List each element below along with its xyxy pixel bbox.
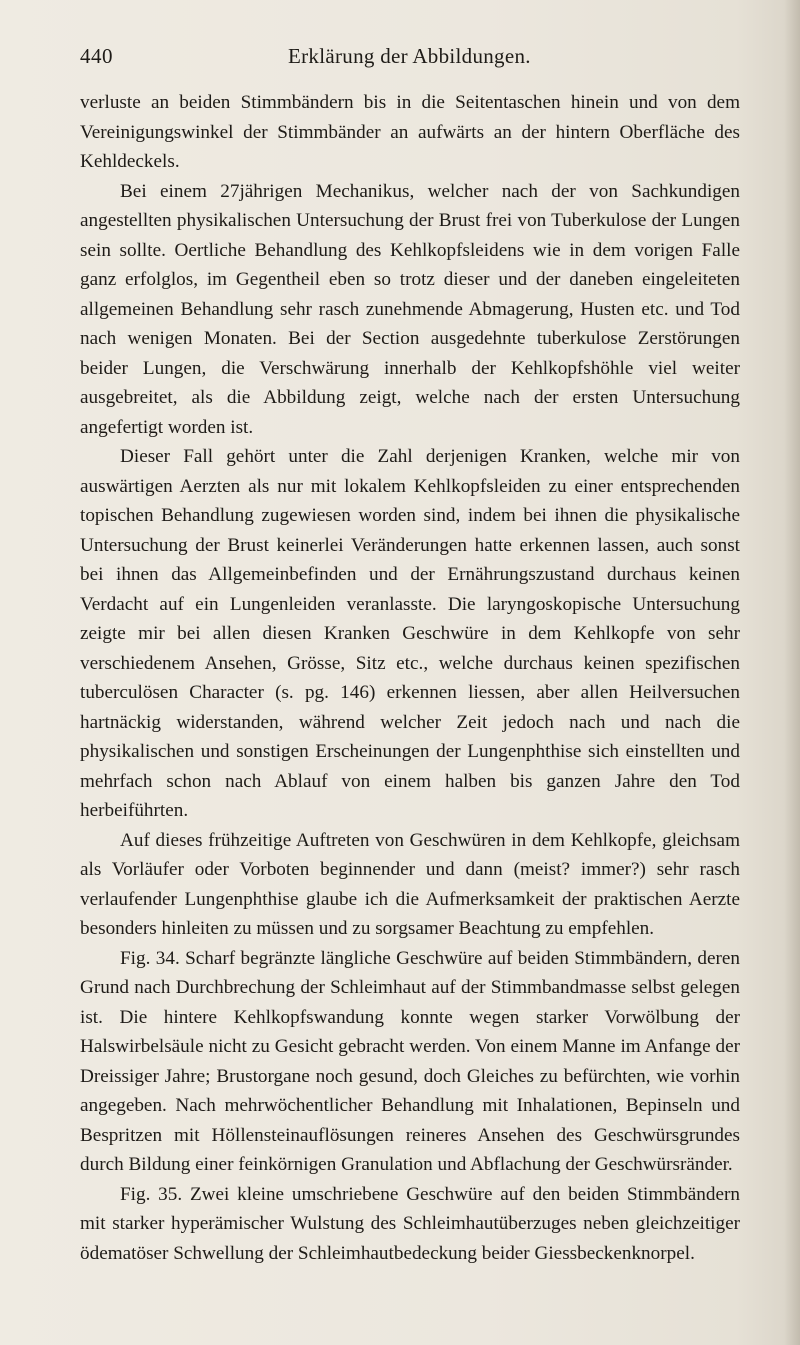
paragraph-recommendation: Auf dieses frühzeitige Auftreten von Geschwüren in dem Kehlkopfe, gleichsam als Vorläufer oder Vorboten beginnender und dann (meist? immer?) sehr rasch verlaufender Lungenphthise glaube ich die Aufmerksamkeit der praktischen Aerzte besonders hinleiten zu müssen und zu sorgsamer Beachtung zu empfehlen.: [80, 829, 740, 939]
paragraph-fig-35: Fig. 35. Zwei kleine umschriebene Geschwüre auf den beiden Stimmbändern mit starker hyperämischer Wulstung des Schleimhautüberzuges neben gleichzeitiger ödematöser Schwellung der Schleimhautbedeckung beider Giessbeckenknorpel.: [80, 1183, 740, 1264]
paragraph-fig-34: Fig. 34. Scharf begränzte längliche Geschwüre auf beiden Stimmbändern, deren Grund nach Durchbrechung der Schleimhaut auf der Stimmbandmasse selbst gelegen ist. Die hintere Kehlkopfswandung konnte wegen starker Vorwölbung der Halswirbelsäule nicht zu Gesicht gebracht werden. Von einem Manne im Anfange der Dreissiger Jahre; Brustorgane noch gesund, doch Gleiches zu befürchten, wie vorhin angegeben. Nach mehrwöchentlicher Behandlung mit Inhalationen, Bepinseln und Bespritzen mit Höllensteinauflösungen reineres Ansehen des Geschwürsgrundes durch Bildung einer feinkörnigen Granulation und Abflachung der Geschwürsränder.: [80, 947, 740, 1175]
body-text: [80, 88, 740, 1268]
page-number: 440: [80, 44, 113, 68]
paragraph-case-discussion: Dieser Fall gehört unter die Zahl derjenigen Kranken, welche mir von auswärtigen Aerzten als nur mit lokalem Kehlkopfsleiden zu einer entsprechenden topischen Behandlung zugewiesen worden sind, indem bei ihnen die physikalische Untersuchung der Brust keinerlei Veränderungen hatte erkennen lassen, auch sonst bei ihnen das Allgemeinbefinden und der Ernährungszustand durchaus keinen Verdacht auf ein Lungenleiden veranlasste. Die laryngoskopische Untersuchung zeigte mir bei allen diesen Kranken Geschwüre in dem Kehlkopfe von sehr verschiedenem Ansehen, Grösse, Sitz etc., welche durchaus keinen spezifischen tuberculösen Character (s. pg. 146) erkennen liessen, aber allen Heilversuchen hartnäckig widerstanden, während welcher Zeit jedoch nach und nach die physikalischen und sonstigen Erscheinungen der Lungenphthise sich einstellten und mehrfach schon nach Ablauf von einem halben bis ganzen Jahre den Tod herbeiführten.: [80, 446, 740, 821]
page-edge-shadow: [784, 0, 800, 1345]
running-title: Erklärung der Abbildungen.: [288, 44, 531, 68]
paragraph-case-description: Bei einem 27jährigen Mechanikus, welcher nach der von Sachkundigen angestellten physikalischen Untersuchung der Brust frei von Tuberkulose der Lungen sein sollte. Oertliche Behandlung des Kehlkopfsleidens wie in dem vorigen Falle ganz erfolglos, im Gegentheil eben so trotz dieser und der daneben eingeleiteten allgemeinen Behandlung sehr rasch zunehmende Abmagerung, Husten etc. und Tod nach wenigen Monaten. Bei der Section ausgedehnte tuberkulose Zerstörungen beider Lungen, die Verschwärung innerhalb der Kehlkopfshöhle viel weiter ausgebreitet, als die Abbildung zeigt, welche nach der ersten Untersuchung angefertigt worden ist.: [80, 180, 740, 438]
page-header: [80, 44, 740, 78]
paragraph-continuation: verluste an beiden Stimmbändern bis in die Seitentaschen hinein und von dem Vereinigungswinkel der Stimmbänder an aufwärts an der hintern Oberfläche des Kehldeckels.: [80, 92, 740, 172]
